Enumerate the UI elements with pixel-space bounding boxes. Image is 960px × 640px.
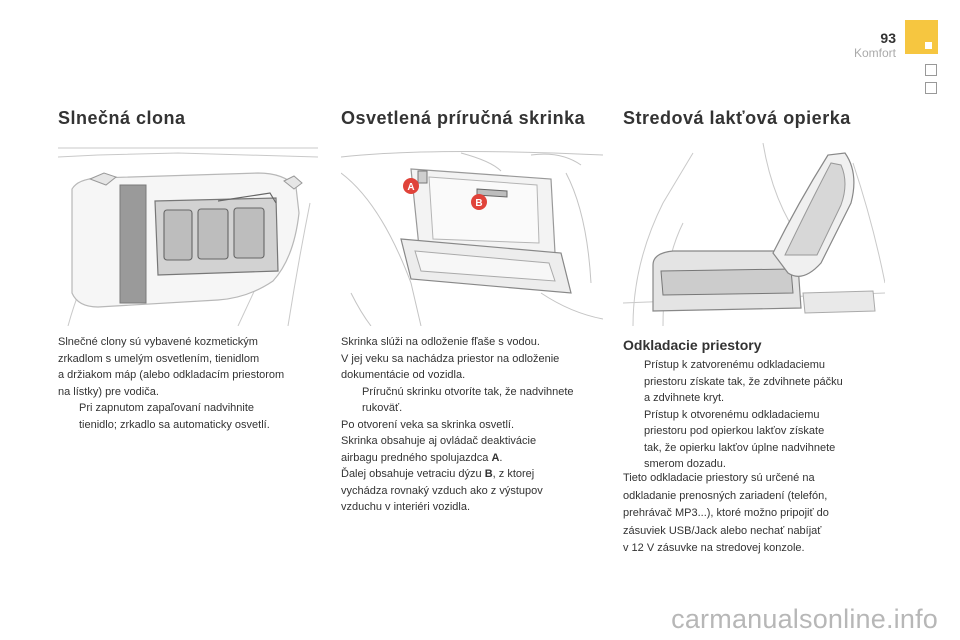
sun-visor-illustration (58, 143, 318, 326)
text-line: odkladanie prenosných zariadení (telefón, (623, 489, 828, 502)
glove-box-illustration (341, 143, 603, 326)
glove-box-description (341, 334, 607, 516)
text-line: priestoru pod opierkou lakťov získate (644, 425, 825, 437)
text-line: Ďalej obsahuje vetraciu dýzu B, z ktorej (341, 468, 535, 480)
text-line: smerom dozadu. (644, 458, 726, 470)
bullet-item (341, 384, 607, 417)
text-line: dokumentácie od vozidla. (341, 369, 466, 381)
text-line: Slnečné clony sú vybavené kozmetickým (58, 336, 258, 348)
glove-box-heading: Osvetlená príručná skrinka (341, 108, 586, 128)
sun-visor-heading: Slnečná clona (58, 108, 186, 128)
text-line: vzduchu v interiéri vozidla. (341, 501, 471, 513)
arrow-bullet-icon (58, 400, 79, 433)
text-line: Príručnú skrinku otvoríte tak, že nadvihnete (362, 385, 574, 398)
text-line: tak, že opierku lakťov úplne nadvihnete (644, 441, 836, 454)
page-number: 93 (880, 30, 896, 46)
storage-subheading: Odkladacie priestory (623, 337, 762, 353)
bullet-item (623, 357, 885, 407)
text-line: Prístup k otvorenému odkladaciemu (644, 408, 820, 421)
text-line: vychádza rovnaký vzduch ako z výstupov (341, 484, 543, 497)
text-line: Skrinka slúži na odloženie fľaše s vodou. (341, 336, 540, 348)
chapter-tab-marker-icon (925, 42, 932, 49)
text-line: Po otvorení veka sa skrinka osvetlí. (341, 418, 515, 431)
text-line: zásuviek USB/Jack alebo nechať nabíjať (623, 524, 822, 537)
armrest-instructions (623, 357, 885, 473)
text-line: airbagu predného spolujazdca A. (341, 451, 503, 464)
chapter-square-icon (925, 64, 937, 76)
text-line: na lístky) pre vodiča. (58, 385, 159, 398)
text-line: V jej veku sa nachádza priestor na odloženie (341, 352, 560, 365)
text-line: Skrinka obsahuje aj ovládač deaktivácie (341, 435, 537, 447)
watermark: carmanualsonline.info (671, 604, 938, 634)
label-a: A (407, 182, 415, 193)
text-line: tienidlo; zrkadlo sa automaticky osvetlí. (79, 418, 270, 431)
arrow-bullet-icon (341, 384, 362, 417)
bullet-item (58, 400, 320, 433)
text-line: a držiakom máp (alebo odkladacím priestorom (58, 369, 285, 381)
label-b: B (475, 198, 483, 209)
text-line: priestoru získate tak, že zdvihnete páčku (644, 375, 843, 388)
section-name: Komfort (853, 46, 896, 60)
chapter-tab (905, 20, 938, 54)
text-line: rukoväť. (362, 402, 403, 414)
arrow-bullet-icon (623, 357, 644, 407)
text-line: Prístup k zatvorenému odkladaciemu (644, 359, 825, 371)
text-line: a zdvihnete kryt. (644, 392, 725, 404)
text-line: Tieto odkladacie priestory sú určené na (623, 472, 815, 484)
text-line: prehrávač MP3...), ktoré možno pripojiť do (623, 507, 829, 519)
text-line: v 12 V zásuvke na stredovej konzole. (623, 542, 805, 554)
air-vent-ref: B (484, 468, 493, 480)
armrest-description (623, 470, 885, 558)
armrest-illustration (623, 143, 885, 326)
bullet-item (623, 407, 885, 473)
text-line: Pri zapnutom zapaľovaní nadvihnite (79, 402, 255, 414)
sun-visor-description (58, 334, 320, 433)
chapter-square-icon (925, 82, 937, 94)
arrow-bullet-icon (623, 407, 644, 473)
text-line: zrkadlom s umelým osvetlením, tienidlom (58, 352, 260, 365)
airbag-switch-ref: A (491, 451, 500, 464)
armrest-heading: Stredová lakťová opierka (623, 108, 851, 128)
